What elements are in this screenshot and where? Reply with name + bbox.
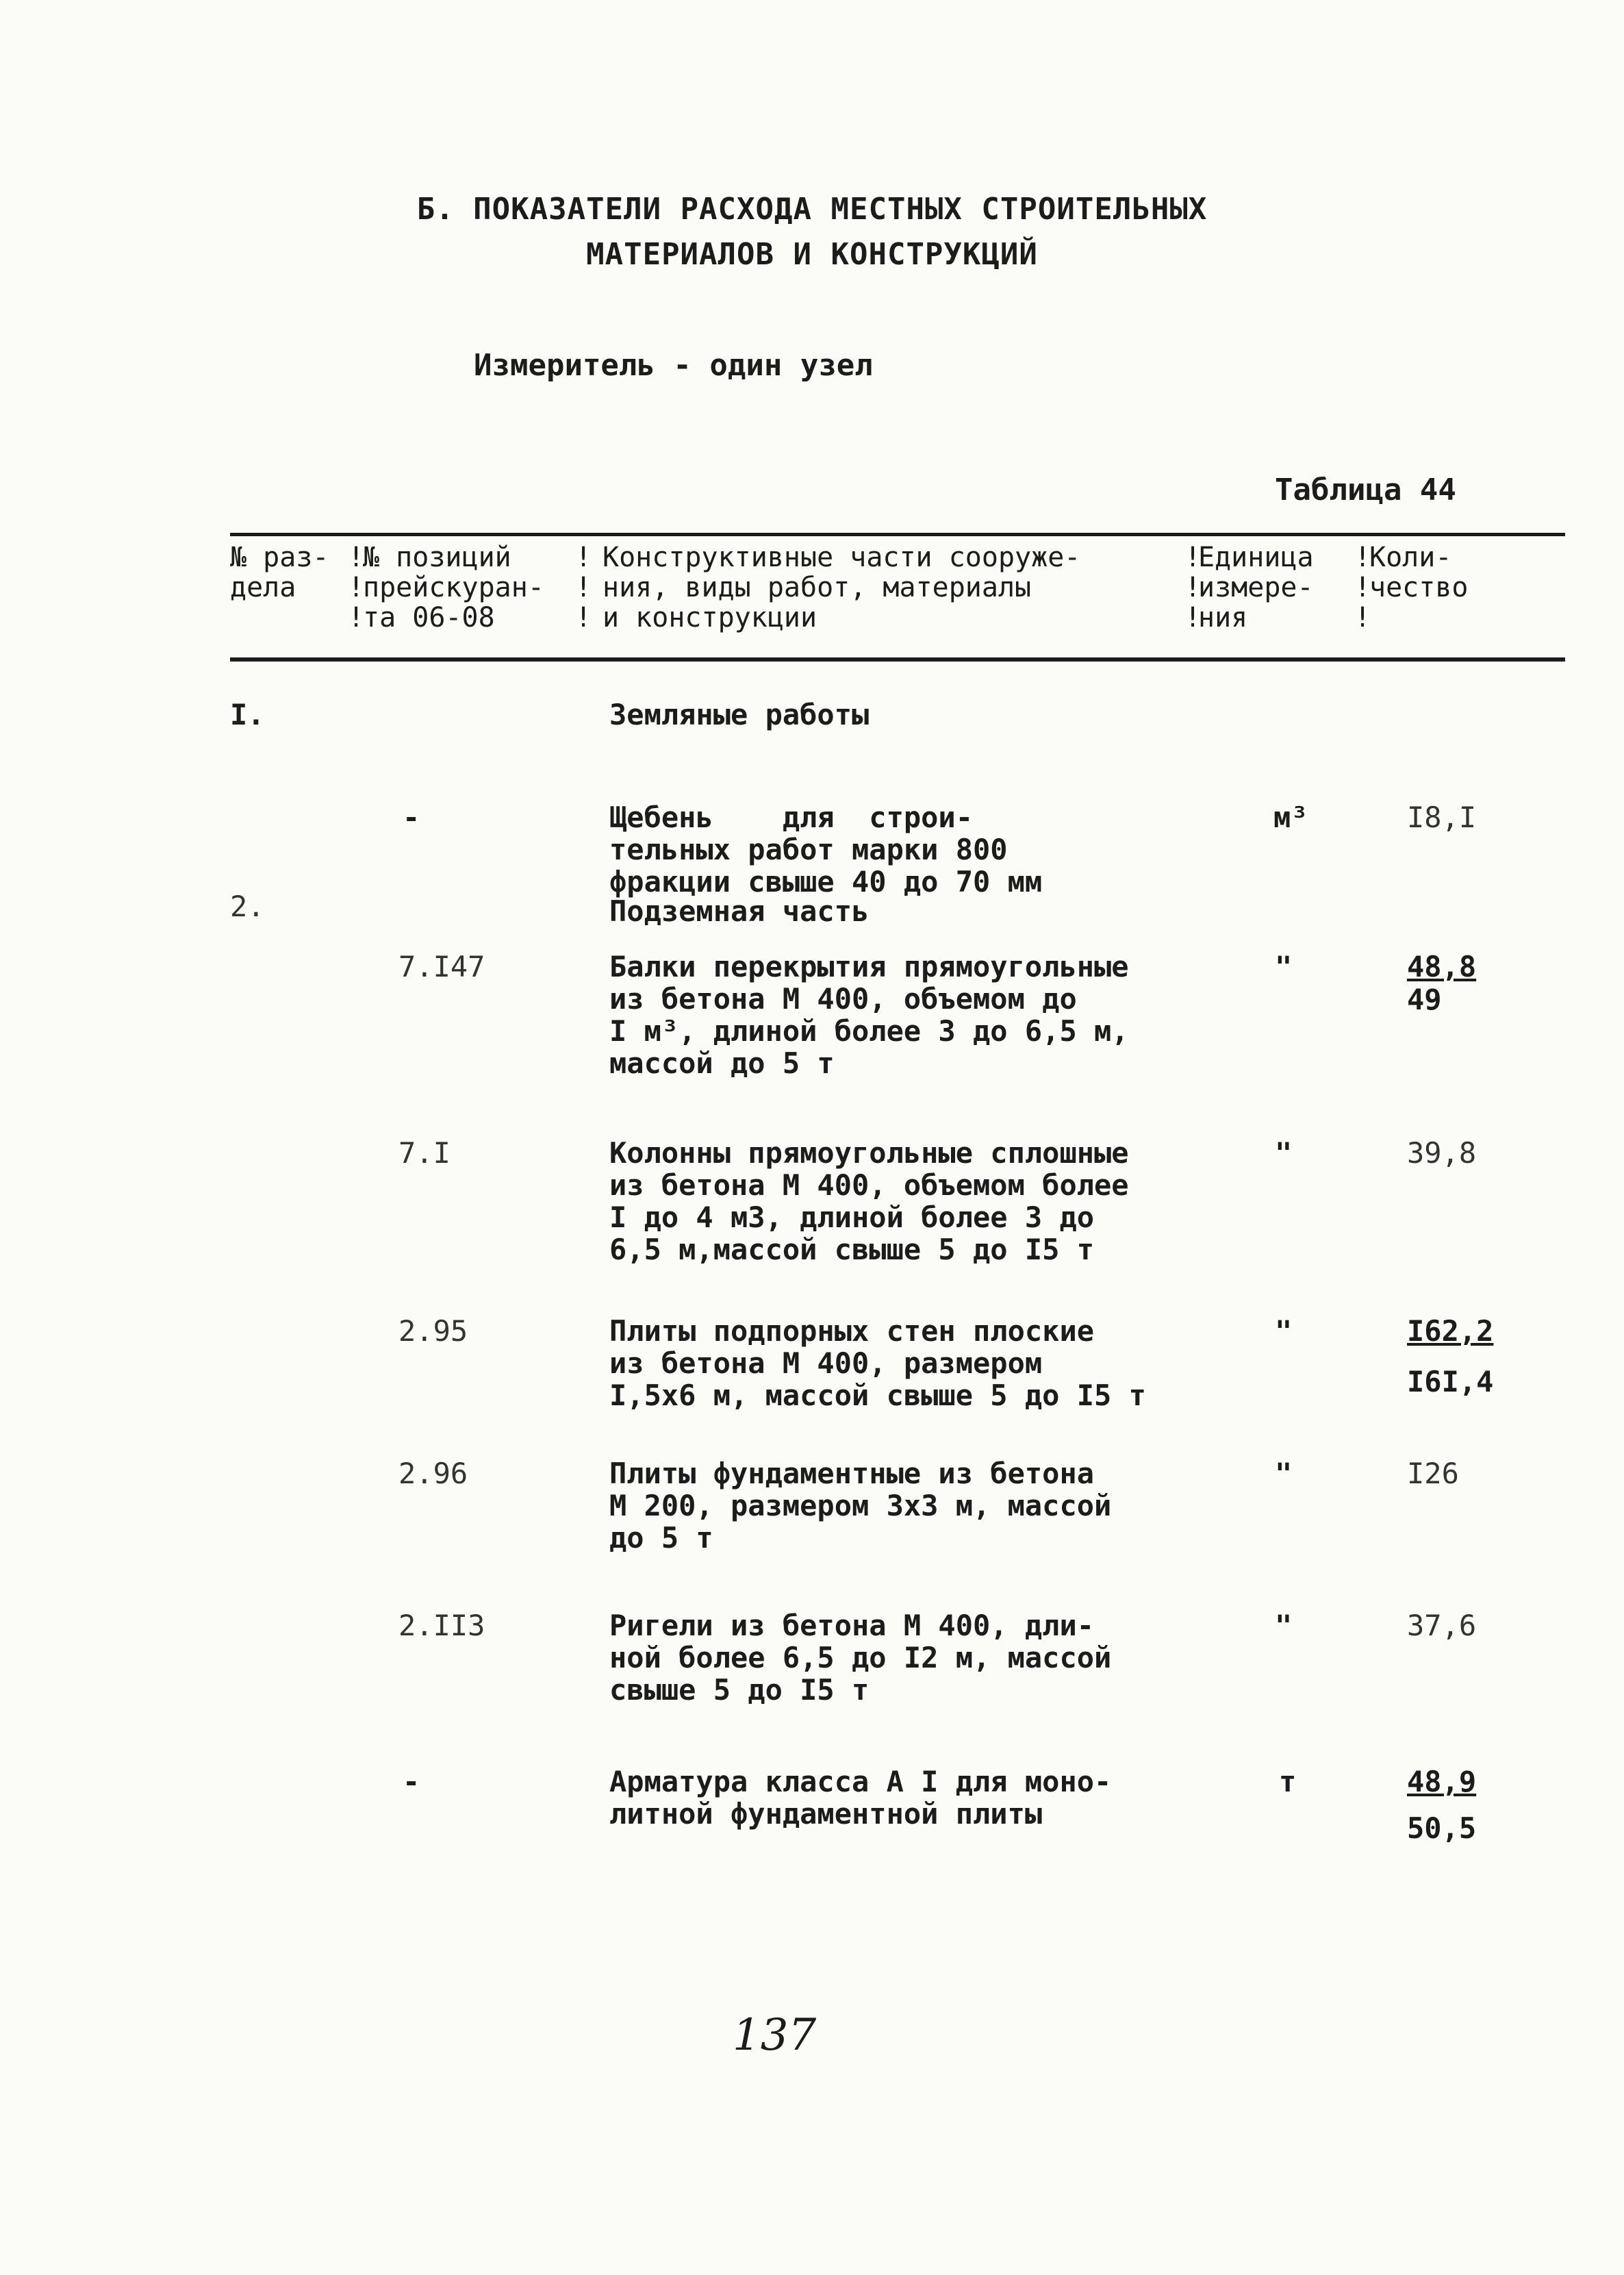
table-number: Таблица 44 [1275, 473, 1456, 507]
row-description: Подземная часть [609, 894, 870, 928]
header-unit: Единица измере- ния [1198, 542, 1314, 633]
row-description: Арматура класса А I для моно- литной фундаментной плиты [609, 1765, 1112, 1831]
header-quantity: Коли- чество [1369, 542, 1469, 603]
table-top-rule [230, 533, 1565, 536]
header-separator: ! ! ! [348, 542, 365, 633]
row-description: Щебень для строи- тельных работ марки 800 фракции свыше 40 до 70 мм [609, 801, 1043, 898]
row-description: Земляные работы [609, 698, 870, 731]
row-unit: " [1275, 1136, 1293, 1170]
row-position: 2.II3 [398, 1609, 485, 1642]
row-quantity: 48,9 [1407, 1765, 1477, 1798]
row-section: 2. [230, 890, 265, 923]
header-separator: ! ! ! [1354, 542, 1371, 633]
header-separator: ! ! ! [575, 542, 592, 633]
row-quantity: 39,8 [1407, 1136, 1477, 1170]
row-quantity-corrected: 49 [1407, 983, 1442, 1016]
row-unit: " [1275, 1457, 1293, 1490]
row-quantity-corrected: 50,5 [1407, 1811, 1477, 1845]
row-unit: " [1275, 950, 1293, 983]
row-position: 2.95 [398, 1314, 468, 1348]
row-position: 7.I [398, 1136, 451, 1170]
row-section: I. [230, 698, 265, 731]
row-quantity-corrected: I6I,4 [1407, 1365, 1494, 1398]
heading-line-2: МАТЕРИАЛОВ И КОНСТРУКЦИЙ [586, 237, 1038, 272]
row-description: Балки перекрытия прямоугольные из бетона М 400, объемом до I м³, длиной более 3 до 6,5 м, массой до 5 т [609, 950, 1129, 1080]
row-position: - [403, 1765, 420, 1798]
header-position: № позиций прейскуран- та 06-08 [363, 542, 544, 633]
header-description: Конструктивные части сооруже- ния, виды работ, материалы и конструкции [602, 542, 1081, 633]
row-quantity: 48,8 [1407, 950, 1477, 983]
row-description: Плиты подпорных стен плоские из бетона М 400, размером I,5х6 м, массой свыше 5 до I5 т [609, 1314, 1146, 1412]
heading-line-1: Б. ПОКАЗАТЕЛИ РАСХОДА МЕСТНЫХ СТРОИТЕЛЬНЫХ [416, 192, 1208, 227]
row-description: Колонны прямоугольные сплошные из бетона М 400, объемом более I до 4 м3, длиной более 3 до 6,5 м,массой свыше 5 до I5 т [609, 1136, 1129, 1266]
row-description: Плиты фундаментные из бетона М 200, размером 3х3 м, массой до 5 т [609, 1457, 1112, 1555]
row-unit: " [1275, 1609, 1293, 1642]
row-unit: т [1279, 1765, 1297, 1798]
row-quantity: I62,2 [1407, 1314, 1494, 1348]
row-position: 7.I47 [398, 950, 485, 983]
header-section: № раз- дела [230, 542, 329, 603]
row-unit: " [1275, 1314, 1293, 1348]
row-position: 2.96 [398, 1457, 468, 1490]
row-quantity: I8,I [1407, 801, 1477, 834]
row-unit: м³ [1273, 801, 1308, 834]
row-quantity: 37,6 [1407, 1609, 1477, 1642]
row-quantity: I26 [1407, 1457, 1459, 1490]
page-number: 137 [733, 2010, 817, 2061]
row-description: Ригели из бетона М 400, дли- ной более 6,5 до I2 м, массой свыше 5 до I5 т [609, 1609, 1112, 1707]
header-separator: ! ! ! [1184, 542, 1202, 633]
row-position: - [403, 801, 420, 834]
measure-label: Измеритель - один узел [474, 348, 873, 383]
table-header-rule [230, 657, 1565, 662]
